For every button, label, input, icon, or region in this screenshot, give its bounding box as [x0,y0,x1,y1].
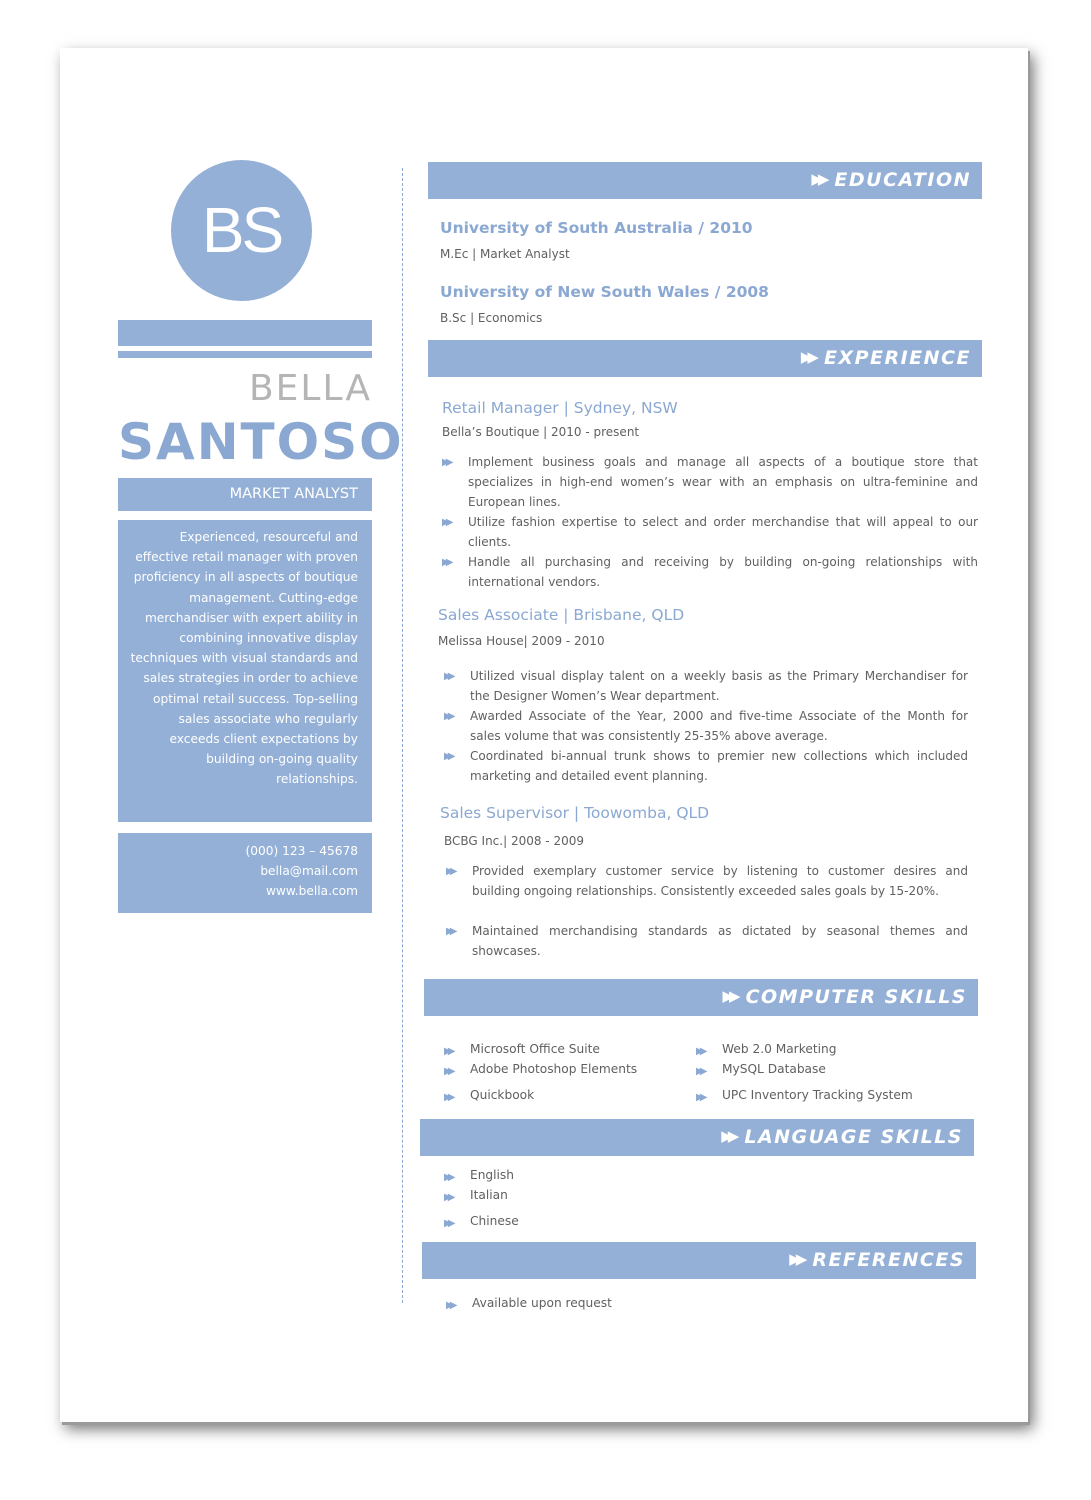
double-chevron-right-icon: ▶▶ [442,557,450,568]
education-detail: B.Sc | Economics [440,311,543,325]
double-chevron-right-icon: ▶▶ [800,348,814,366]
education-header: ▶▶ EDUCATION [428,162,982,199]
computer-skill: Microsoft Office Suite [470,1042,600,1056]
job-bullet: Provided exemplary customer service by listening to customer desires and building ongoing relationships. Consistently exceeded sales goals by 15-20%. [472,864,968,898]
language-skills-header: ▶▶ LANGUAGE SKILLS [420,1119,974,1156]
double-chevron-right-icon: ▶▶ [444,1218,452,1229]
experience-header: ▶▶ EXPERIENCE [428,340,982,377]
job-bullet: Maintained merchandising standards as dictated by seasonal themes and showcases. [472,924,968,958]
education-school: University of South Australia / 2010 [440,219,753,237]
double-chevron-right-icon: ▶▶ [721,1127,735,1145]
double-chevron-right-icon: ▶▶ [444,1066,452,1077]
first-name: BELLA [248,368,372,409]
job-bullet: Utilize fashion expertise to select and order merchandise that will appeal to our clients. [468,515,978,549]
double-chevron-right-icon: ▶▶ [446,1300,454,1311]
contact-box [118,833,372,913]
job-bullet: Coordinated bi-annual trunk shows to premier new collections which included marketing and detailed event planning. [470,749,968,783]
computer-skill: Web 2.0 Marketing [722,1042,837,1056]
email-address: bella@mail.com [260,864,358,878]
job-bullet: Handle all purchasing and receiving by building on-going relationships with international vendors. [468,555,978,589]
language-skill: Chinese [470,1214,519,1228]
website-url: www.bella.com [265,884,358,898]
double-chevron-right-icon: ▶▶ [789,1250,803,1268]
computer-skill: UPC Inventory Tracking System [722,1088,913,1102]
job-bullet: Implement business goals and manage all aspects of a boutique store that specializes in high-end women’s wear with an emphasis on ultra-feminine and European lines. [468,455,978,509]
job-title: Retail Manager | Sydney, NSW [442,399,678,417]
job-title: Sales Supervisor | Toowomba, QLD [440,804,710,822]
language-skill: English [470,1168,515,1182]
double-chevron-right-icon: ▶▶ [442,457,450,468]
double-chevron-right-icon: ▶▶ [444,671,452,682]
job-bullet: Awarded Associate of the Year, 2000 and five-time Associate of the Month for sales volume that was consistently 25-35% above average. [470,709,968,743]
double-chevron-right-icon: ▶▶ [444,1046,452,1057]
double-chevron-right-icon: ▶▶ [446,926,454,937]
double-chevron-right-icon: ▶▶ [444,1192,452,1203]
double-chevron-right-icon: ▶▶ [444,711,452,722]
education-school: University of New South Wales / 2008 [440,283,769,301]
double-chevron-right-icon: ▶▶ [444,751,452,762]
computer-skill: Quickbook [470,1088,535,1102]
double-chevron-right-icon: ▶▶ [444,1172,452,1183]
double-chevron-right-icon: ▶▶ [444,1092,452,1103]
double-chevron-right-icon: ▶▶ [696,1046,704,1057]
accent-bar [118,320,372,346]
profile-summary: Experienced, resourceful and effective retail manager with proven proficiency in all aspects of boutique management. Cutting-edge merchandiser with expert ability in combining innovative display techniques with visual standards and sales strategies in order to achieve optimal retail success. Top-selling sales associate who regularly exceeds client expectations by building on-going quality relationships. [118,520,372,822]
column-divider [402,168,403,1303]
job-title: Sales Associate | Brisbane, QLD [438,606,685,624]
double-chevron-right-icon: ▶▶ [446,866,454,877]
job-employer: Bella’s Boutique | 2010 - present [442,425,640,439]
job-employer: BCBG Inc.| 2008 - 2009 [444,834,584,848]
accent-bar-thin [118,351,372,358]
last-name: SANTOSO [118,413,404,471]
double-chevron-right-icon: ▶▶ [696,1092,704,1103]
references-header: ▶▶ REFERENCES [422,1242,976,1279]
job-employer: Melissa House| 2009 - 2010 [438,634,605,648]
education-detail: M.Ec | Market Analyst [440,247,570,261]
job-bullet: Utilized visual display talent on a weekly basis as the Primary Merchandiser for the Designer Women’s Wear department. [470,669,968,703]
double-chevron-right-icon: ▶▶ [722,987,736,1005]
resume-page [60,48,1028,1422]
phone-number: (000) 123 – 45678 [245,844,358,858]
computer-skills-header: ▶▶ COMPUTER SKILLS [424,979,978,1016]
language-skill: Italian [470,1188,508,1202]
computer-skill: Adobe Photoshop Elements [470,1062,638,1076]
job-title-box: MARKET ANALYST [118,478,372,511]
double-chevron-right-icon: ▶▶ [811,170,825,188]
computer-skill: MySQL Database [722,1062,826,1076]
double-chevron-right-icon: ▶▶ [696,1066,704,1077]
double-chevron-right-icon: ▶▶ [442,517,450,528]
references-text: Available upon request [472,1296,612,1310]
monogram-avatar: BS [171,160,312,301]
